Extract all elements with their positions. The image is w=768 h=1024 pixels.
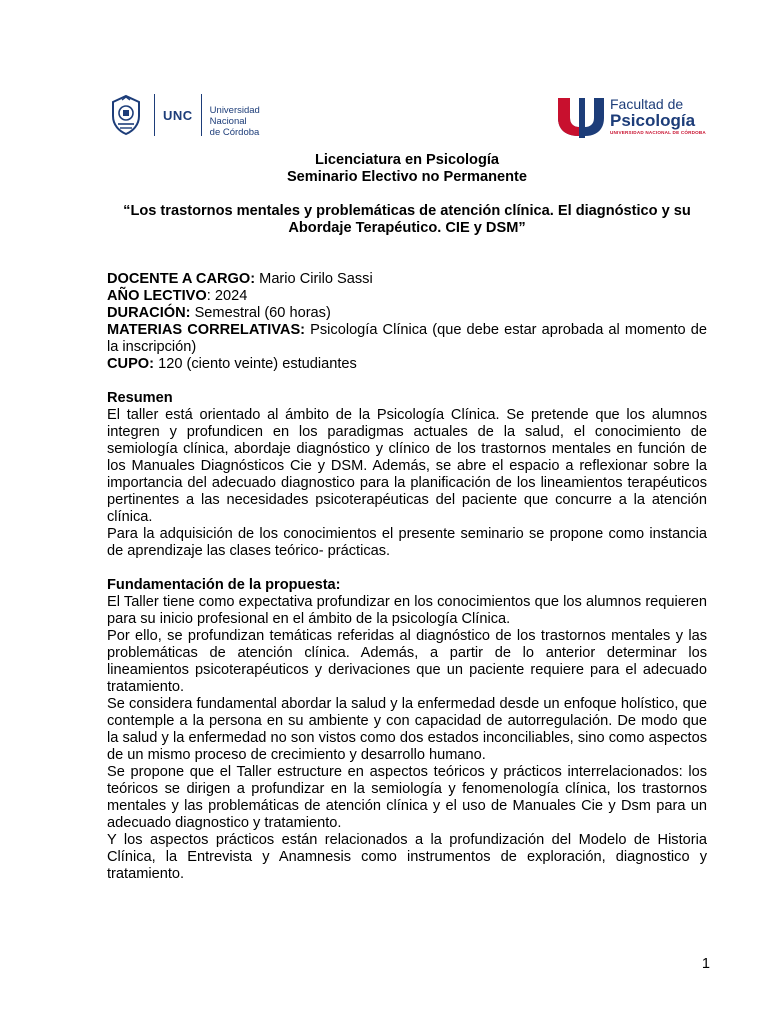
page-header	[0, 0, 768, 150]
info-value: Psicología Clínica (que debe estar aprobada al momento de la inscripción)	[107, 322, 707, 355]
resumen-paragraph: Para la adquisición de los conocimientos el presente seminario se propone como instancia de aprendizaje las clases teórico- prácticas.	[107, 526, 707, 559]
document-subtitle: Seminario Electivo no Permanente	[286, 169, 528, 185]
unc-logo-divider	[154, 94, 155, 136]
info-value: Semestral (60 horas)	[190, 305, 331, 321]
resumen-heading: Resumen	[107, 390, 173, 406]
unc-seal-icon	[108, 94, 144, 136]
fundamentacion-heading: Fundamentación de la propuesta:	[107, 577, 341, 593]
faculty-name-line-1: Facultad de	[610, 95, 684, 112]
fundamentacion-paragraph: Por ello, se profundizan temáticas referidas al diagnóstico de los trastornos mentales y las problemáticas de atención clínica. Además, a partir de lo anterior determinar los lineamientos psicoterapéuticos y derivaciones que un paciente requiere para el adecuado tratamiento.	[107, 628, 707, 695]
unc-name-line: de Córdoba	[209, 127, 260, 136]
info-label: DOCENTE A CARGO:	[107, 271, 256, 287]
fundamentacion-paragraph: Se propone que el Taller estructure en aspectos teóricos y prácticos interrelacionados: los teóricos se dirigen a profundizar en la semiología y fenomenología clínica, los trastornos mentales y las problemáticas de atención clínica y el uso de Manuales Cie y Dsm para un adecuado diagnostico y tratamiento.	[107, 764, 707, 831]
seminar-title: “Los trastornos mentales y problemáticas de atención clínica. El diagnóstico y su Abordaje Terapéutico. CIE y DSM”	[123, 203, 691, 236]
info-year	[107, 288, 707, 305]
unc-name-line: Nacional	[209, 116, 247, 127]
page-number: 1	[701, 956, 710, 972]
course-info	[107, 271, 707, 373]
faculty-logo	[556, 94, 706, 138]
psi-logo-icon	[556, 94, 606, 138]
document-body	[107, 152, 707, 883]
faculty-name-line-3: UNIVERSIDAD NACIONAL DE CÓRDOBA	[610, 129, 706, 135]
fundamentacion-paragraph: El Taller tiene como expectativa profundizar en los conocimientos que los alumnos requieren para su inicio profesional en el ámbito de la psicología Clínica.	[107, 594, 707, 627]
info-label: DURACIÓN:	[107, 305, 191, 321]
info-value: Mario Cirilo Sassi	[255, 271, 373, 287]
unc-logo	[108, 94, 260, 136]
info-quota	[107, 356, 707, 373]
info-value: : 2024	[206, 288, 248, 304]
document-title: Licenciatura en Psicología	[314, 152, 500, 168]
info-value: 120 (ciento veinte) estudiantes	[154, 356, 357, 372]
faculty-name-line-2: Psicología	[610, 110, 696, 130]
info-label: CUPO:	[107, 356, 155, 372]
info-teacher	[107, 271, 707, 288]
fundamentacion-paragraph: Se considera fundamental abordar la salud y la enfermedad desde un enfoque holístico, que contemple a la persona en su ambiente y con capacidad de autorregulación. De modo que la salud y la enfermedad no son vistos como dos estados inconciliables, sino como aspectos de un mismo proceso de crecimiento y desarrollo humano.	[107, 696, 707, 763]
unc-name-line: Universidad	[209, 105, 260, 116]
info-label: AÑO LECTIVO	[107, 288, 207, 304]
unc-abbreviation: UNC	[163, 107, 193, 123]
info-duration	[107, 305, 707, 322]
info-prerequisites	[107, 322, 707, 356]
unc-logo-divider-2	[201, 94, 202, 136]
faculty-name	[610, 97, 706, 136]
resumen-paragraph: El taller está orientado al ámbito de la Psicología Clínica. Se pretende que los alumnos integren y profundicen en los paradigmas actuales de la salud, el conocimiento de semiología clínica, abordaje diagnóstico y clínico de los trastornos mentales en función de los Manuales Diagnósticos Cie y DSM. Además, se abre el espacio a reflexionar sobre la importancia del adecuado diagnostico para la planificación de los lineamientos terapéuticos pertinentes a las necesidades psicoterapéuticas del paciente que concurre a la atención clínica.	[107, 407, 707, 525]
fundamentacion-paragraph: Y los aspectos prácticos están relacionados a la profundización del Modelo de Historia Clínica, la Entrevista y Anamnesis como instrumentos de exploración, diagnostico y tratamiento.	[107, 832, 707, 882]
unc-university-name	[210, 94, 260, 136]
info-label: MATERIAS CORRELATIVAS:	[107, 322, 306, 338]
